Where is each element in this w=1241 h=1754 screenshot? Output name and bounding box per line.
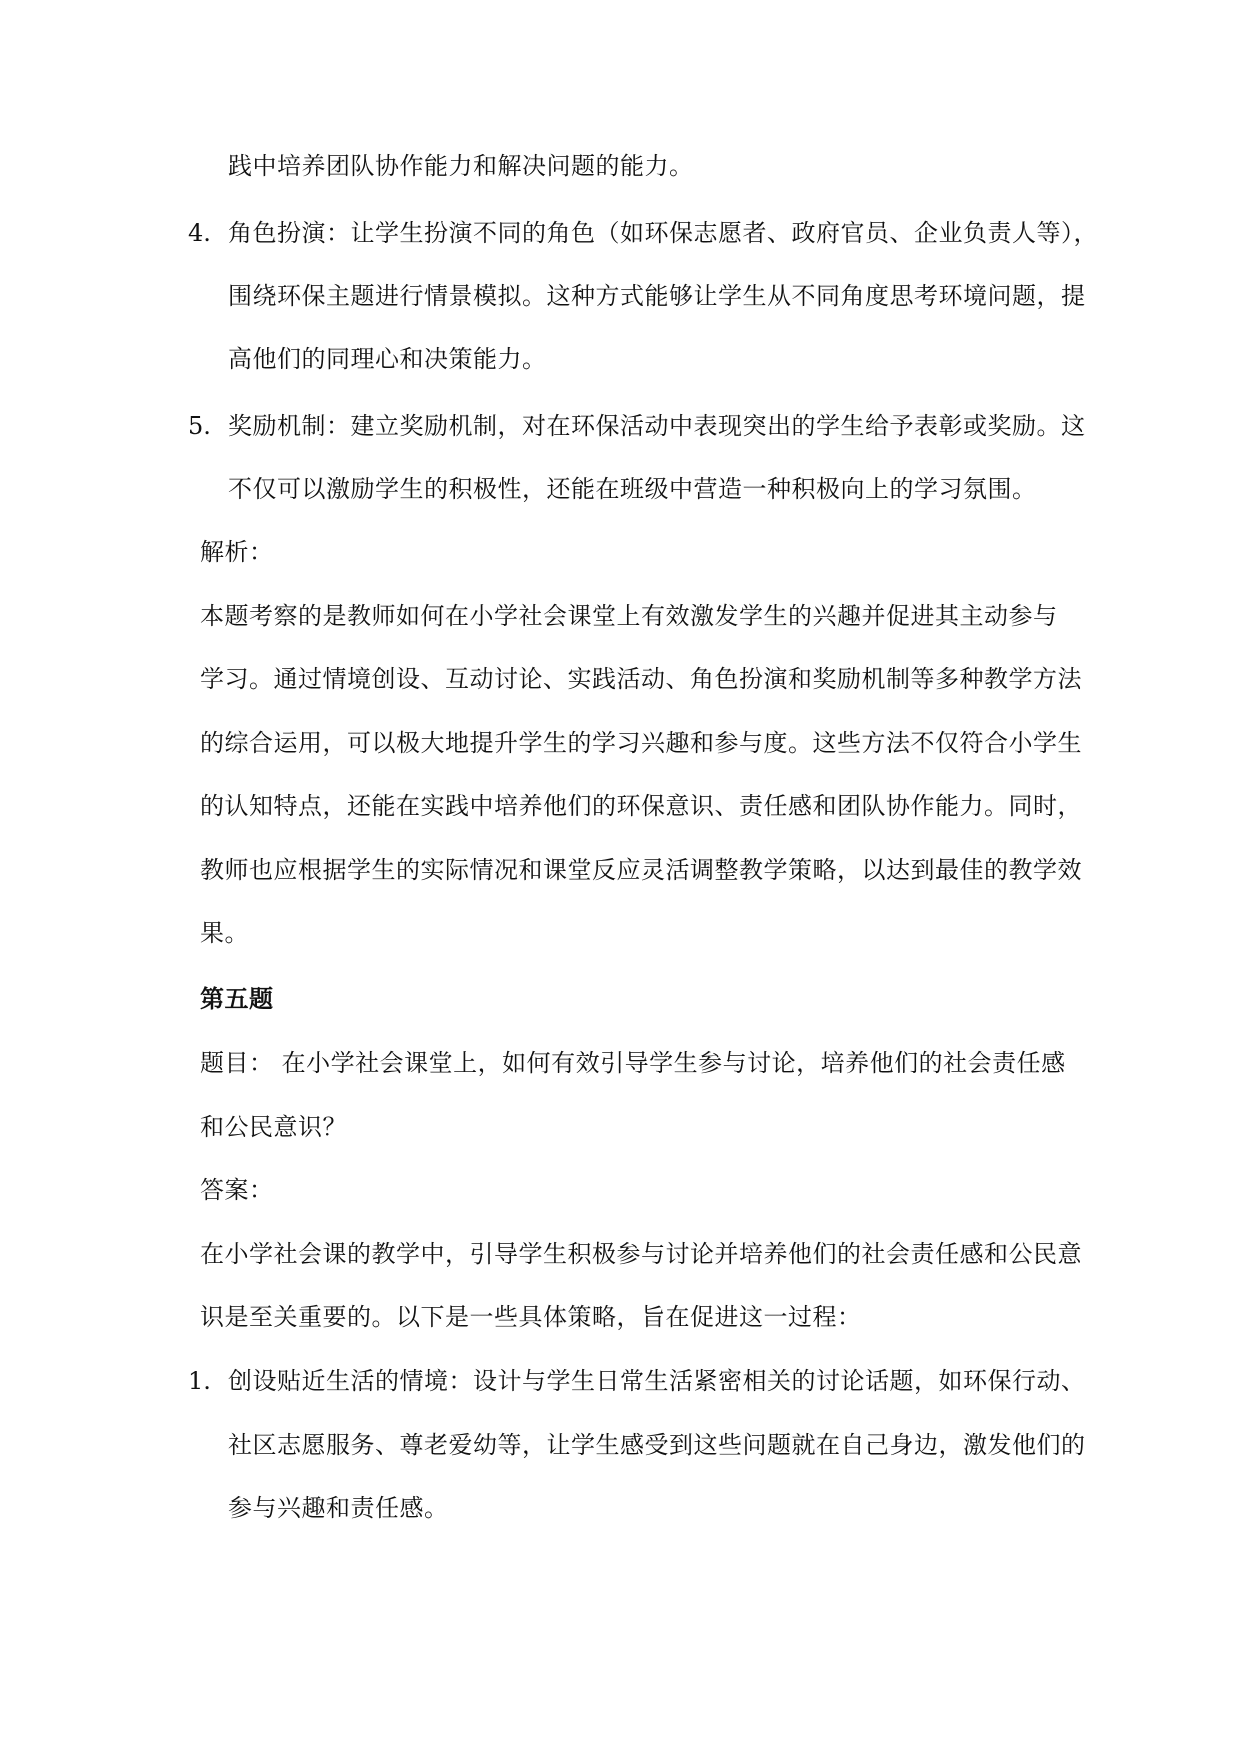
question-line-2: 和公民意识？: [200, 1113, 347, 1141]
analysis-line-5: 教师也应根据学生的实际情况和课堂反应灵活调整教学策略，以达到最佳的教学效: [200, 856, 1082, 884]
item-5-number: 5.: [188, 412, 211, 440]
item-5-line-2: 不仅可以激励学生的积极性，还能在班级中营造一种积极向上的学习氛围。: [228, 475, 1037, 503]
section-title: 第五题: [200, 984, 274, 1013]
analysis-line-2: 学习。通过情境创设、互动讨论、实践活动、角色扮演和奖励机制等多种教学方法: [200, 665, 1082, 693]
item-4-number: 4.: [188, 219, 211, 247]
analysis-line-1: 本题考察的是教师如何在小学社会课堂上有效激发学生的兴趣并促进其主动参与: [200, 602, 1058, 630]
analysis-line-4: 的认知特点，还能在实践中培养他们的环保意识、责任感和团队协作能力。同时，: [200, 792, 1082, 820]
item-4-line-2: 围绕环保主题进行情景模拟。这种方式能够让学生从不同角度思考环境问题，提: [228, 282, 1086, 310]
analysis-line-6: 果。: [200, 919, 249, 947]
item-5-line-1: 奖励机制：建立奖励机制，对在环保活动中表现突出的学生给予表彰或奖励。这: [228, 412, 1086, 440]
analysis-label: 解析：: [200, 538, 274, 566]
question-line-1: 题目： 在小学社会课堂上，如何有效引导学生参与讨论，培养他们的社会责任感: [200, 1049, 1066, 1077]
item-1-line-1: 创设贴近生活的情境：设计与学生日常生活紧密相关的讨论话题，如环保行动、: [228, 1367, 1086, 1395]
answer-label: 答案：: [200, 1176, 274, 1204]
continuation-line: 践中培养团队协作能力和解决问题的能力。: [228, 152, 694, 180]
answer-line-2: 识是至关重要的。以下是一些具体策略，旨在促进这一过程：: [200, 1303, 862, 1331]
item-1-line-2: 社区志愿服务、尊老爱幼等，让学生感受到这些问题就在自己身边，激发他们的: [228, 1431, 1086, 1459]
analysis-line-3: 的综合运用，可以极大地提升学生的学习兴趣和参与度。这些方法不仅符合小学生: [200, 729, 1082, 757]
item-1-line-3: 参与兴趣和责任感。: [228, 1494, 449, 1522]
answer-line-1: 在小学社会课的教学中，引导学生积极参与讨论并培养他们的社会责任感和公民意: [200, 1240, 1082, 1268]
item-4-line-1: 角色扮演：让学生扮演不同的角色（如环保志愿者、政府官员、企业负责人等），: [228, 219, 1098, 247]
item-1-number: 1.: [188, 1367, 211, 1395]
item-4-line-3: 高他们的同理心和决策能力。: [228, 345, 547, 373]
